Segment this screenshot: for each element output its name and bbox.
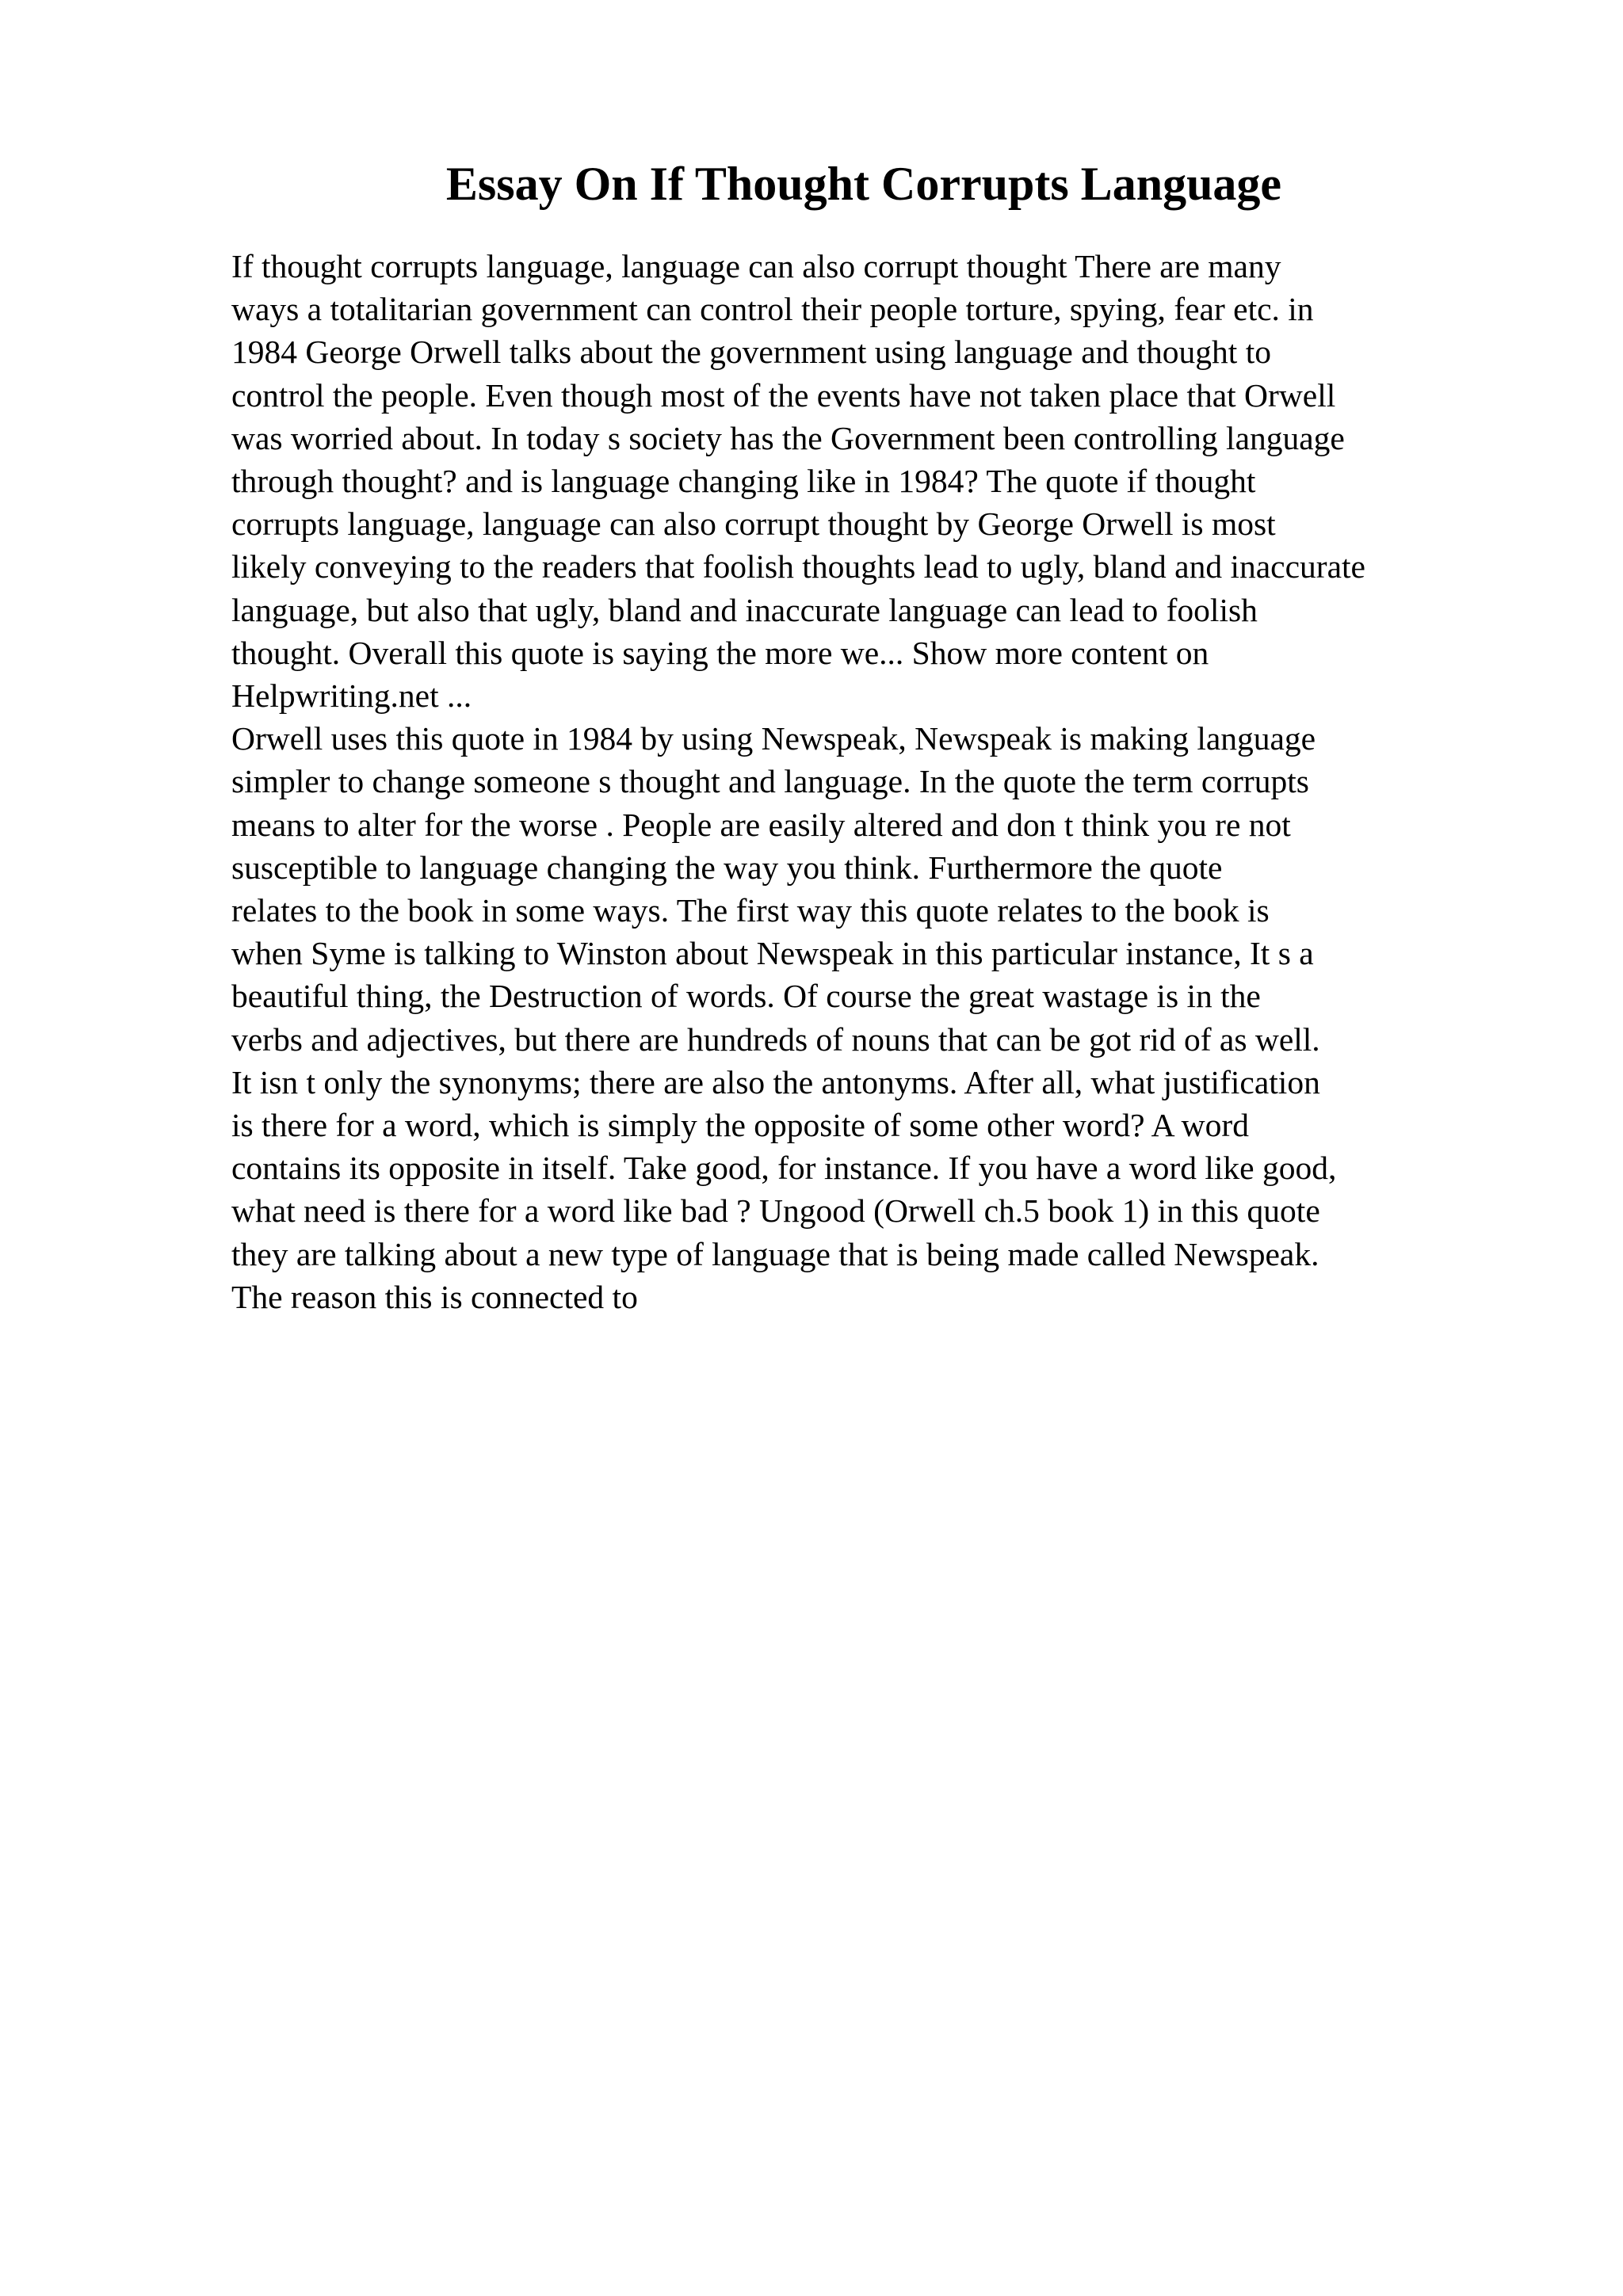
text-line: relates to the book in some ways. The first way this quote relates to the book is xyxy=(231,892,1270,929)
text-line: was worried about. In today s society has the Government been controlling language xyxy=(231,419,1345,456)
text-line: susceptible to language changing the way you think. Furthermore the quote xyxy=(231,849,1223,886)
text-line: 1984 George Orwell talks about the government using language and thought to xyxy=(231,334,1271,371)
text-line: contains its opposite in itself. Take good, for instance. If you have a word like good, xyxy=(231,1150,1337,1187)
text-line: If thought corrupts language, language can also corrupt thought There are many xyxy=(231,248,1281,284)
document-title: Essay On If Thought Corrupts Language xyxy=(445,158,1282,210)
text-line: control the people. Even though most of the events have not taken place that Orwell xyxy=(231,376,1336,414)
text-line: language, but also that ugly, bland and inaccurate language can lead to foolish xyxy=(231,591,1258,628)
text-line: beautiful thing, the Destruction of words. Of course the great wastage is in the xyxy=(231,978,1261,1015)
text-line: The reason this is connected to xyxy=(231,1278,638,1315)
paragraph-1 xyxy=(231,245,1610,717)
text-line: likely conveying to the readers that foolish thoughts lead to ugly, bland and inaccurate xyxy=(231,548,1365,585)
text-line: ways a totalitarian government can control their people torture, spying, fear etc. in xyxy=(231,291,1314,328)
text-line: means to alter for the worse . People are easily altered and don t think you re not xyxy=(231,806,1291,843)
text-line: Helpwriting.net ... xyxy=(231,677,472,715)
text-line: they are talking about a new type of language that is being made called Newspeak. xyxy=(231,1235,1319,1272)
text-line: Orwell uses this quote in 1984 by using Newspeak, Newspeak is making language xyxy=(231,720,1316,757)
text-line: through thought? and is language changing like in 1984? The quote if thought xyxy=(231,463,1256,500)
text-line: It isn t only the synonyms; there are also the antonyms. After all, what justification xyxy=(231,1063,1320,1100)
text-line: corrupts language, language can also corrupt thought by George Orwell is most xyxy=(231,505,1276,543)
text-line: when Syme is talking to Winston about Newspeak in this particular instance, It s a xyxy=(231,935,1314,972)
text-line: verbs and adjectives, but there are hundreds of nouns that can be got rid of as well. xyxy=(231,1020,1320,1058)
paragraph-2 xyxy=(231,717,1610,1318)
text-line: what need is there for a word like bad ? Ungood (Orwell ch.5 book 1) in this quote xyxy=(231,1192,1320,1230)
text-line: simpler to change someone s thought and language. In the quote the term corrupts xyxy=(231,763,1309,800)
text-line: is there for a word, which is simply the opposite of some other word? A word xyxy=(231,1107,1249,1144)
text-line: thought. Overall this quote is saying the more we... Show more content on xyxy=(231,634,1209,671)
document-body xyxy=(231,245,1610,1318)
